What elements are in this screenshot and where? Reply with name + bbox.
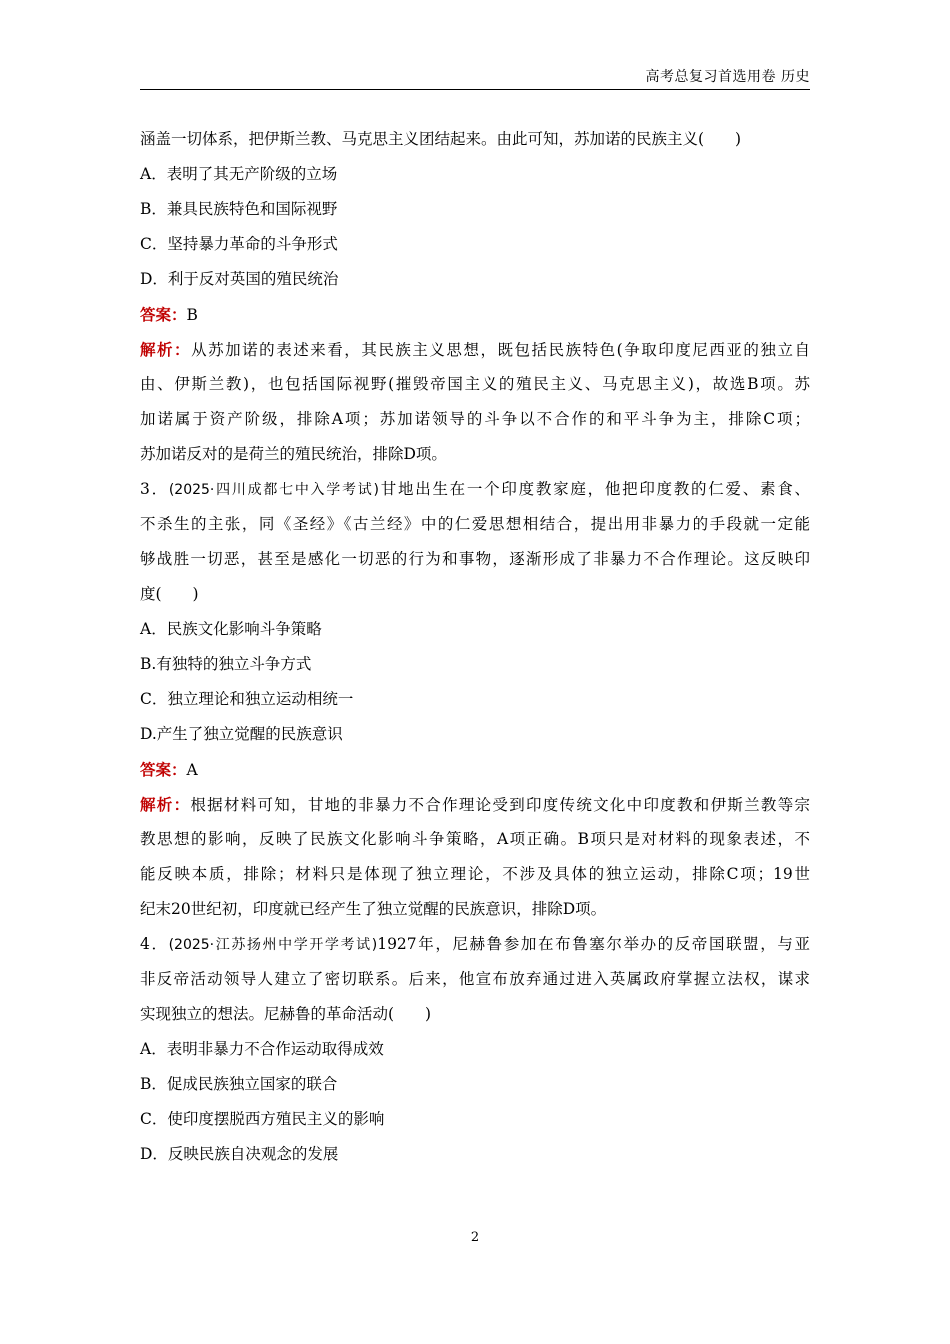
q3-option-c: C．独立理论和独立运动相统一: [140, 690, 354, 708]
q2-analysis-line-3: 加诺属于资产阶级，排除A项；苏加诺领导的斗争以不合作的和平斗争为主，排除C项；: [140, 410, 810, 428]
q3-answer: [140, 752, 810, 787]
q2-answer: [140, 297, 810, 332]
q3-stem-line-4: 度( ): [140, 585, 199, 603]
q4-stem-text-1: 1927年，尼赫鲁参加在布鲁塞尔举办的反帝国联盟，与亚: [377, 935, 810, 953]
q2-answer-label: 答案：: [140, 305, 187, 324]
q3-analysis-line-1: [140, 787, 810, 822]
q4-option-b: B．促成民族独立国家的联合: [140, 1075, 338, 1093]
q3-analysis-line-3: 能反映本质，排除；材料只是体现了独立理论，不涉及具体的独立运动，排除C项；19世: [140, 865, 810, 883]
header-divider: [140, 89, 810, 90]
q2-analysis-text-1: 从苏加诺的表述来看，其民族主义思想，既包括民族特色(争取印度尼西亚的独立自: [191, 341, 810, 359]
q3-analysis-text-1: 根据材料可知，甘地的非暴力不合作理论受到印度传统文化中印度教和伊斯兰教等宗: [190, 796, 810, 814]
q3-number: 3．: [140, 480, 169, 498]
q3-option-d: D.产生了独立觉醒的民族意识: [140, 725, 343, 743]
q4-number: 4．: [140, 935, 169, 953]
q3-stem-line-2: 不杀生的主张，同《圣经》《古兰经》中的仁爱思想相结合，提出用非暴力的手段就一定能: [140, 515, 810, 533]
q2-option-d: D．利于反对英国的殖民统治: [140, 270, 339, 288]
q2-analysis-label: 解析：: [140, 340, 192, 359]
q4-stem-line-2: 非反帝活动领导人建立了密切联系。后来，他宣布放弃通过进入英属政府掌握立法权，谋求: [140, 970, 810, 988]
q3-analysis-line-4: 纪末20世纪初，印度就已经产生了独立觉醒的民族意识，排除D项。: [140, 900, 607, 918]
q3-answer-value: A: [186, 761, 198, 779]
q2-analysis-line-1: [140, 332, 810, 367]
q2-option-a: A．表明了其无产阶级的立场: [140, 165, 338, 183]
q4-source: (2025·江苏扬州中学开学考试): [168, 937, 378, 953]
q3-analysis-line-2: 教思想的影响，反映了民族文化影响斗争策略，A项正确。B项只是对材料的现象表述，不: [140, 830, 810, 848]
q4-option-c: C．使印度摆脱西方殖民主义的影响: [140, 1110, 385, 1128]
q3-stem-line-3: 够战胜一切恶，甚至是感化一切恶的行为和事物，逐渐形成了非暴力不合作理论。这反映印: [140, 550, 810, 568]
page-content: [140, 122, 810, 1172]
q4-option-d: D．反映民族自决观念的发展: [140, 1145, 339, 1163]
q4-option-a: A．表明非暴力不合作运动取得成效: [140, 1040, 384, 1058]
q3-source: (2025·四川成都七中入学考试): [168, 482, 379, 498]
q2-option-b: B．兼具民族特色和国际视野: [140, 200, 338, 218]
q4-stem-line-3: 实现独立的想法。尼赫鲁的革命活动( ): [140, 1005, 432, 1023]
q3-answer-label: 答案：: [140, 760, 187, 779]
q3-option-b: B.有独特的独立斗争方式: [140, 655, 312, 673]
q2-option-c: C．坚持暴力革命的斗争形式: [140, 235, 338, 253]
header-title: 高考总复习首选用卷 历史: [645, 69, 810, 85]
q2-stem-tail: 涵盖一切体系，把伊斯兰教、马克思主义团结起来。由此可知，苏加诺的民族主义( ): [140, 130, 742, 148]
page-number: 2: [470, 1230, 480, 1245]
q3-option-a: A．民族文化影响斗争策略: [140, 620, 322, 638]
q2-analysis-line-2: 由、伊斯兰教)，也包括国际视野(摧毁帝国主义的殖民主义、马克思主义)，故选B项。苏: [140, 375, 810, 393]
q2-analysis-line-4: 苏加诺反对的是荷兰的殖民统治，排除D项。: [140, 445, 447, 463]
q3-stem-line-1: [140, 472, 810, 507]
q3-analysis-label: 解析：: [140, 795, 191, 814]
q4-stem-line-1: [140, 927, 810, 962]
q3-stem-text-1: 甘地出生在一个印度教家庭，他把印度教的仁爱、素食、: [378, 480, 810, 498]
q2-answer-value: B: [186, 306, 198, 324]
